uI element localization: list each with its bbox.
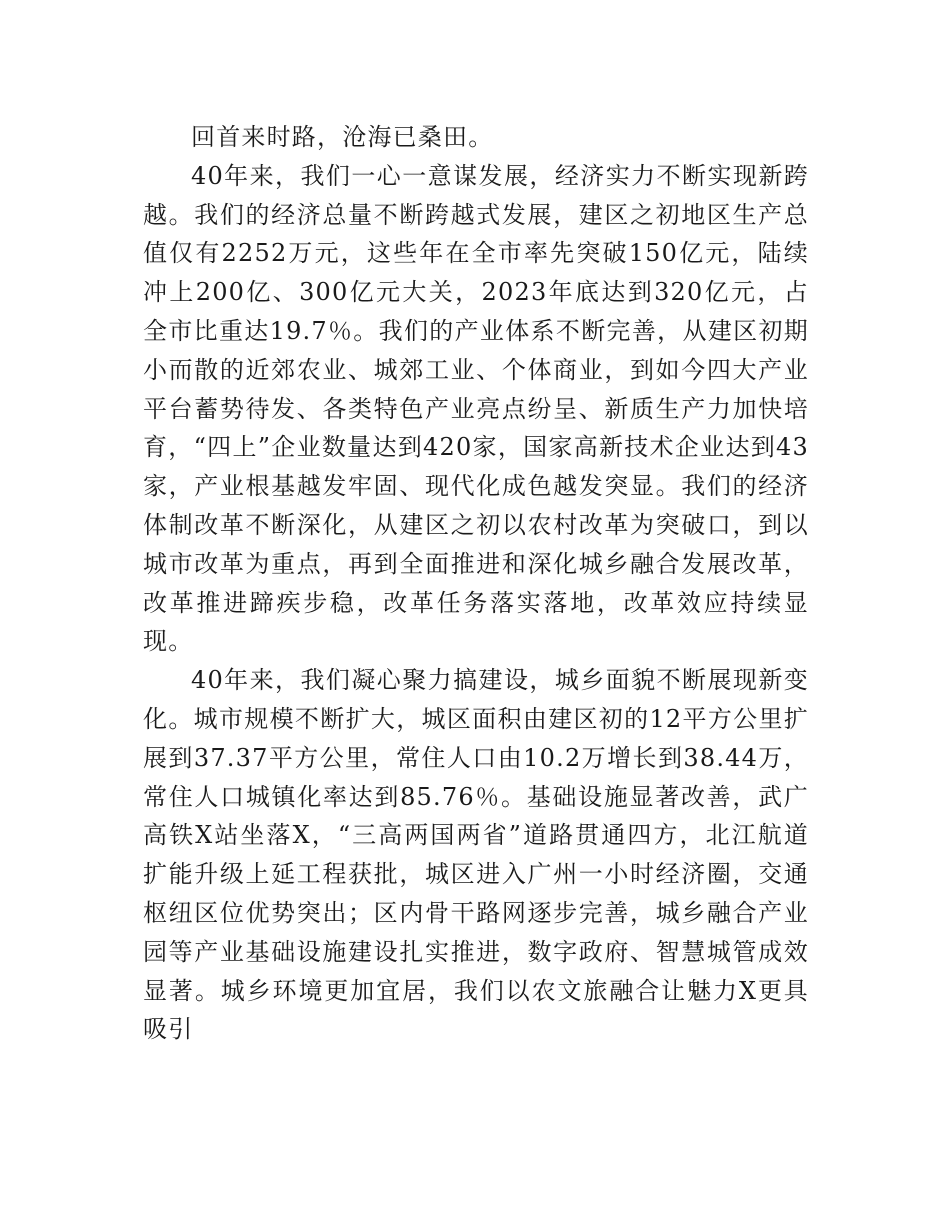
paragraph-urban-development: 40年来，我们凝心聚力搞建设，城乡面貌不断展现新变化。城市规模不断扩大，城区面积由建区初的12平方公里扩展到37.37平方公里，常住人口由10.2万增长到38.44万，常住人口城镇化率达到85.76％。基础设施显著改善，武广高铁X站坐落X，“三高两国两省”道路贯通四方，北江航道扩能升级上延工程获批，城区进入广州一小时经济圈，交通枢纽区位优势突出；区内骨干路网逐步完善，城乡融合产业园等产业基础设施建设扎实推进，数字政府、智慧城管成效显著。城乡环境更加宜居，我们以农文旅融合让魅力X更具吸引	[143, 666, 809, 1044]
paragraph-economy: 40年来，我们一心一意谋发展，经济实力不断实现新跨越。我们的经济总量不断跨越式发展，建区之初地区生产总值仅有2252万元，这些年在全市率先突破150亿元，陆续冲上200亿、300亿元大关，2023年底达到320亿元，占全市比重达19.7％。我们的产业体系不断完善，从建区初期小而散的近郊农业、城郊工业、个体商业，到如今四大产业平台蓄势待发、各类特色产业亮点纷呈、新质生产力加快培育，“四上”企业数量达到420家，国家高新技术企业达到43家，产业根基越发牢固、现代化成色越发突显。我们的经济体制改革不断深化，从建区之初以农村改革为突破口，到以城市改革为重点，再到全面推进和深化城乡融合发展改革，改革推进蹄疾步稳，改革任务落实落地，改革效应持续显现。	[143, 161, 809, 656]
document-body	[143, 118, 809, 1049]
paragraph-intro: 回首来时路，沧海已桑田。	[191, 123, 494, 151]
